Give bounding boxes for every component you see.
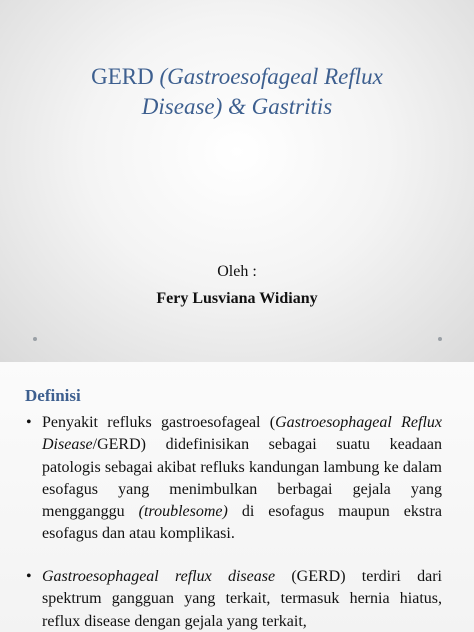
decorative-dot-left: [33, 337, 37, 341]
title-prefix: GERD: [91, 64, 160, 89]
bullet2-text-1: (GERD) terdiri dari spektrum gangguan yang terkait, termasuk hernia hiatus, reflux disease dengan gejala yang terkait,: [42, 568, 442, 630]
bullet-paragraph-2: [26, 566, 442, 632]
bullet1-text-3: di esofagus maupun ekstra esofagus dan atau komplikasi.: [42, 503, 442, 543]
definition-slide: [0, 362, 474, 632]
by-label: Oleh :: [217, 263, 257, 280]
bullet2-italic-1: Gastroesophageal reflux disease: [42, 568, 276, 585]
bullet1-italic-2: (troublesome): [138, 503, 228, 521]
definition-heading: Definisi: [25, 386, 81, 405]
bullet1-text-1: Penyakit refluks gastroesofageal (: [42, 414, 276, 431]
title-italic-line-1: (Gastroesofageal Reflux: [159, 64, 383, 89]
bullet-icon: •: [26, 568, 32, 585]
title-italic-line-2: Disease) & Gastritis: [141, 94, 333, 119]
bullet1-italic-1: Gastroesophageal Reflux Disease: [42, 414, 442, 454]
decorative-dot-right: [438, 337, 442, 341]
bullet-icon: •: [26, 414, 32, 431]
bullet-paragraph-1: [26, 412, 442, 546]
bullet1-text-2: /GERD) didefinisikan sebagai suatu keadaan patologis sebagai akibat refluks kandungan lambung ke dalam esofagus yang menimbulkan berbagai gejala yang mengganggu: [42, 436, 442, 521]
author-name: Fery Lusviana Widiany: [156, 290, 318, 307]
slide-title: [30, 62, 444, 122]
